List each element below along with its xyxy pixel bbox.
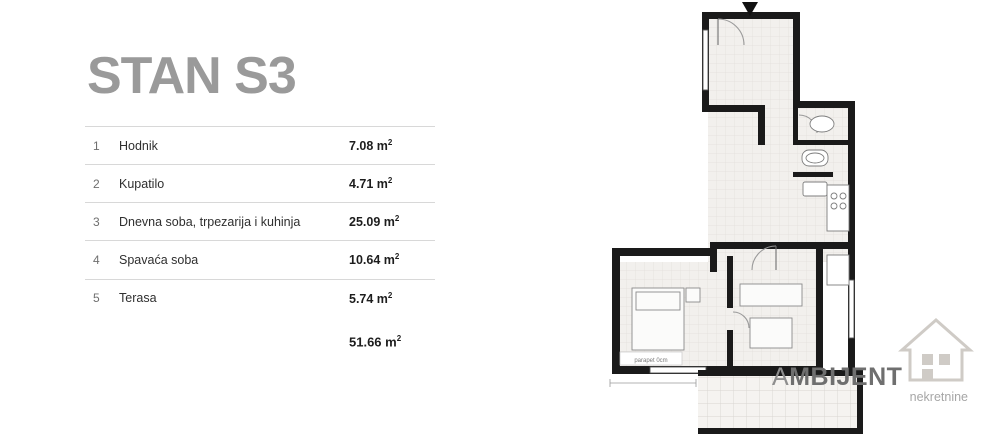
room-area-value: 10.64 m: [349, 253, 395, 268]
table-row: [85, 279, 435, 317]
room-area: [339, 165, 435, 203]
room-area-unit: 2: [387, 290, 393, 300]
room-area-table: [85, 126, 435, 353]
logo-name-prefix: A: [772, 363, 790, 391]
logo-name: [772, 363, 972, 392]
room-area: [339, 203, 435, 241]
room-area-value: 5.74 m: [349, 291, 388, 306]
company-logo: [772, 314, 982, 424]
room-name: Kupatilo: [119, 176, 165, 191]
room-index: 3: [93, 214, 100, 229]
room-name: Hodnik: [119, 138, 158, 153]
balcony-label-text: parapet 0cm: [634, 358, 668, 364]
room-area-unit: 2: [387, 138, 393, 147]
balcony-label: [620, 352, 682, 365]
room-index: 1: [93, 138, 100, 153]
room-area: [339, 127, 435, 165]
logo-tagline: nekretnine: [909, 390, 968, 404]
room-name: Dnevna soba, trpezarija i kuhinja: [119, 214, 301, 229]
room-area-unit: 2: [394, 214, 400, 224]
total-label: [119, 317, 339, 353]
total-area-value: 51.66 m: [349, 334, 397, 350]
room-index: 2: [93, 176, 100, 191]
logo-name-bold: MBIJENT: [789, 363, 903, 391]
room-area-value: 4.71 m: [349, 177, 388, 192]
room-index: 4: [93, 253, 100, 268]
table-row: [85, 127, 435, 165]
room-area: [339, 241, 435, 279]
total-area: [339, 317, 435, 353]
room-index: 5: [93, 291, 100, 306]
room-area-unit: 2: [387, 176, 393, 186]
table-row: [85, 203, 435, 241]
total-area-unit: 2: [396, 333, 402, 343]
room-area-value: 7.08 m: [349, 139, 388, 154]
table-total-row: [85, 317, 435, 353]
table-row: [85, 165, 435, 203]
page-title: STAN S3: [87, 47, 296, 105]
logo-wordmark: [772, 363, 972, 404]
room-name: Terasa: [119, 291, 157, 306]
total-spacer: [85, 317, 119, 353]
room-name: Spavaća soba: [119, 253, 199, 268]
room-area-value: 25.09 m: [349, 215, 395, 230]
dimension-line: [610, 379, 696, 387]
room-area-unit: 2: [394, 252, 400, 262]
room-area: [339, 279, 435, 317]
table-row: [85, 241, 435, 279]
apartment-info-panel: [85, 47, 445, 353]
